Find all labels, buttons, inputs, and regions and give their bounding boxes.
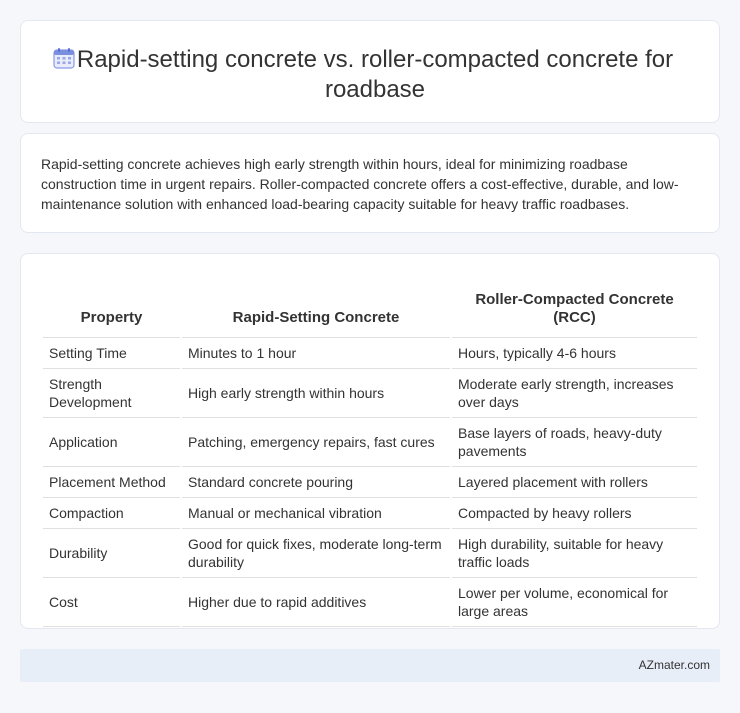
header-card (20, 20, 720, 123)
table-row (43, 338, 697, 369)
row-label: Application (43, 418, 180, 467)
table-header-row (43, 274, 697, 338)
table-cell: Base layers of roads, heavy-duty pavements (452, 418, 697, 467)
table-row (43, 369, 697, 418)
footer-bar (20, 649, 720, 682)
table-cell: Standard concrete pouring (182, 467, 450, 498)
table-row (43, 498, 697, 529)
footer-brand: AZmater.com (638, 658, 710, 672)
table-cell: Layered placement with rollers (452, 467, 697, 498)
intro-text: Rapid-setting concrete achieves high early strength within hours, ideal for minimizing roadbase construction time in urgent repairs. Roller-compacted concrete offers a cost-effective, durable, and low-maintenance solution with enhanced load-bearing capacity suitable for heavy traffic roadbases. (41, 156, 679, 212)
comparison-card (20, 253, 720, 629)
table-row (43, 529, 697, 578)
column-header-property: Property (43, 274, 180, 338)
table-cell: Compacted by heavy rollers (452, 498, 697, 529)
row-label: Placement Method (43, 467, 180, 498)
table-cell: Moderate early strength, increases over days (452, 369, 697, 418)
table-cell: Patching, emergency repairs, fast cures (182, 418, 450, 467)
comparison-table (41, 274, 699, 627)
table-cell: High early strength within hours (182, 369, 450, 418)
table-cell: Good for quick fixes, moderate long-term durability (182, 529, 450, 578)
table-cell: Hours, typically 4-6 hours (452, 338, 697, 369)
table-cell: Manual or mechanical vibration (182, 498, 450, 529)
table-row (43, 467, 697, 498)
table-row (43, 418, 697, 467)
table-cell: Higher due to rapid additives (182, 578, 450, 627)
table-cell: High durability, suitable for heavy traffic loads (452, 529, 697, 578)
row-label: Durability (43, 529, 180, 578)
column-header-rapid-setting: Rapid-Setting Concrete (182, 274, 450, 338)
column-header-rcc: Roller-Compacted Concrete (RCC) (452, 274, 697, 338)
table-row (43, 578, 697, 627)
row-label: Cost (43, 578, 180, 627)
row-label: Strength Development (43, 369, 180, 418)
table-cell: Lower per volume, economical for large areas (452, 578, 697, 627)
table-cell: Minutes to 1 hour (182, 338, 450, 369)
row-label: Setting Time (43, 338, 180, 369)
row-label: Compaction (43, 498, 180, 529)
page-title: Rapid-setting concrete vs. roller-compacted concrete for roadbase (76, 46, 674, 103)
intro-card (20, 133, 720, 233)
